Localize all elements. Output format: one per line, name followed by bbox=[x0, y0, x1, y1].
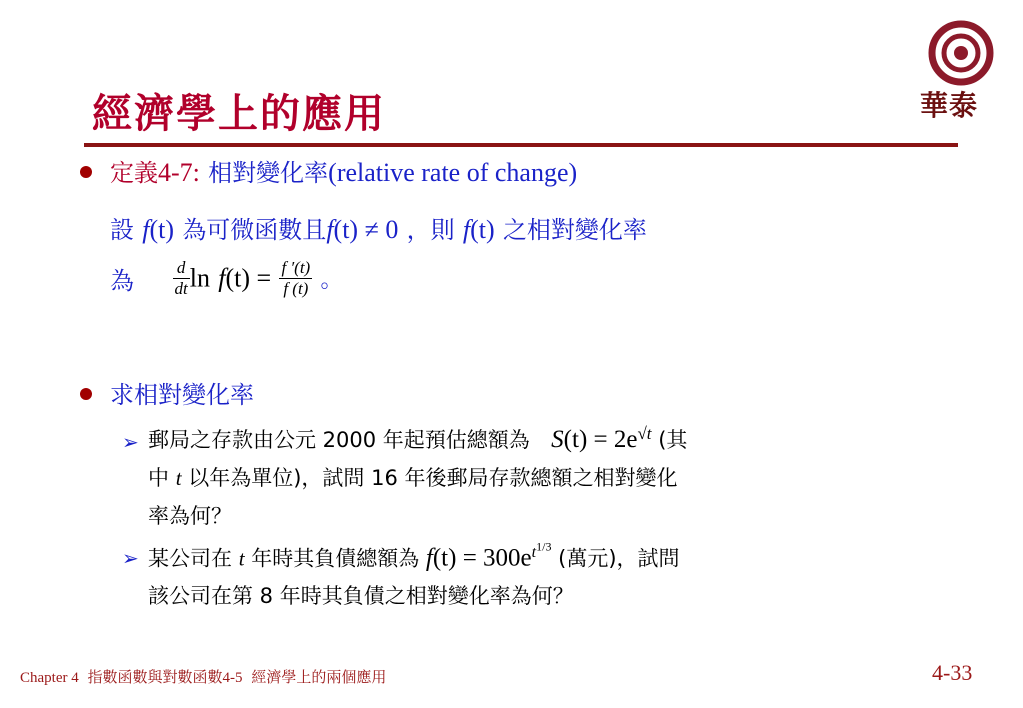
page-number: 4-33 bbox=[932, 660, 973, 685]
definition-english: (relative rate of change) bbox=[328, 158, 578, 187]
definition-number: 4-7: bbox=[158, 158, 200, 187]
problem-text: 中 bbox=[148, 466, 169, 490]
variable-t: t bbox=[238, 546, 245, 571]
derivative-num: d bbox=[173, 258, 190, 279]
publisher-logo-text: 華泰 bbox=[920, 89, 979, 122]
definition-line-2 bbox=[110, 210, 647, 245]
problem-text: 某公司在 bbox=[148, 546, 232, 571]
footer-chapter: Chapter 4 bbox=[20, 670, 79, 686]
def-text: ，則 bbox=[406, 216, 455, 244]
def-t: (t) bbox=[149, 215, 175, 244]
def-f: f bbox=[326, 215, 334, 244]
formula-t: (t) = bbox=[225, 263, 272, 293]
problem-text: (其 bbox=[658, 428, 688, 452]
definition-term: 相對變化率 bbox=[208, 159, 329, 187]
problem-text: 郵局之存款由公元 2000 年起預估總額為 bbox=[148, 428, 530, 452]
definition-label: 定義 bbox=[110, 159, 158, 187]
formula-S: S bbox=[551, 426, 564, 453]
formula-exponent: √t bbox=[637, 424, 652, 443]
formula-suffix: 。 bbox=[320, 268, 343, 293]
footer bbox=[20, 666, 386, 687]
problem-text: 以年為單位)，試問 16 年後郵局存款總額之相對變化 bbox=[188, 466, 678, 490]
problem-2-line-2: 該公司在第 8 年時其負債之相對變化率為何？ bbox=[148, 584, 574, 608]
formula-exponent-base: t bbox=[531, 544, 537, 562]
def-f: f bbox=[142, 215, 150, 244]
bullet-problems bbox=[80, 388, 92, 400]
formula-body: (t) = 300e bbox=[432, 544, 532, 572]
definition-formula bbox=[110, 258, 343, 299]
footer-section-title: 經濟學上的兩個應用 bbox=[251, 668, 387, 686]
problem-1-line-3: 率為何？ bbox=[148, 504, 232, 528]
problems-heading: 求相對變化率 bbox=[110, 381, 254, 409]
footer-chapter-title: 指數函數與對數函數 bbox=[87, 668, 223, 686]
derivative-operator bbox=[173, 258, 190, 299]
variable-t: t bbox=[175, 466, 182, 490]
arrow-bullet-icon: ➢ bbox=[122, 546, 139, 570]
def-text: 為可微函數且 bbox=[182, 216, 327, 244]
def-t: (t) bbox=[470, 215, 495, 244]
formula-prefix: 為 bbox=[110, 267, 134, 295]
formula-f: f bbox=[425, 544, 433, 572]
problem-2-line-1 bbox=[148, 540, 680, 572]
formula-body: (t) = 2e bbox=[563, 426, 638, 453]
problem-1-line-1 bbox=[148, 424, 687, 454]
ln-symbol: ln bbox=[189, 263, 210, 293]
problem-1-line-2 bbox=[148, 462, 677, 492]
def-text: 之相對變化率 bbox=[502, 216, 647, 244]
title-underline bbox=[84, 143, 958, 147]
def-text: 設 bbox=[110, 216, 134, 244]
ratio-den: f (t) bbox=[283, 279, 309, 298]
definition-heading bbox=[110, 153, 577, 188]
ratio-num: f ′(t) bbox=[281, 258, 311, 277]
footer-section: 4-5 bbox=[222, 670, 243, 686]
problem-text: 年時其負債總額為 bbox=[251, 546, 420, 571]
arrow-bullet-icon: ➢ bbox=[122, 430, 139, 454]
slide-title: 經濟學上的應用 bbox=[92, 90, 386, 137]
problem-text: (萬元)，試問 bbox=[558, 546, 680, 571]
publisher-logo-icon bbox=[928, 20, 994, 86]
bullet-definition bbox=[80, 166, 92, 178]
formula-f: f bbox=[218, 263, 226, 293]
def-t: (t) ≠ 0 bbox=[333, 215, 399, 244]
formula-exponent-power: 1/3 bbox=[536, 540, 552, 554]
ratio-fraction bbox=[279, 258, 312, 299]
def-f: f bbox=[462, 215, 471, 244]
derivative-den: dt bbox=[174, 279, 188, 298]
